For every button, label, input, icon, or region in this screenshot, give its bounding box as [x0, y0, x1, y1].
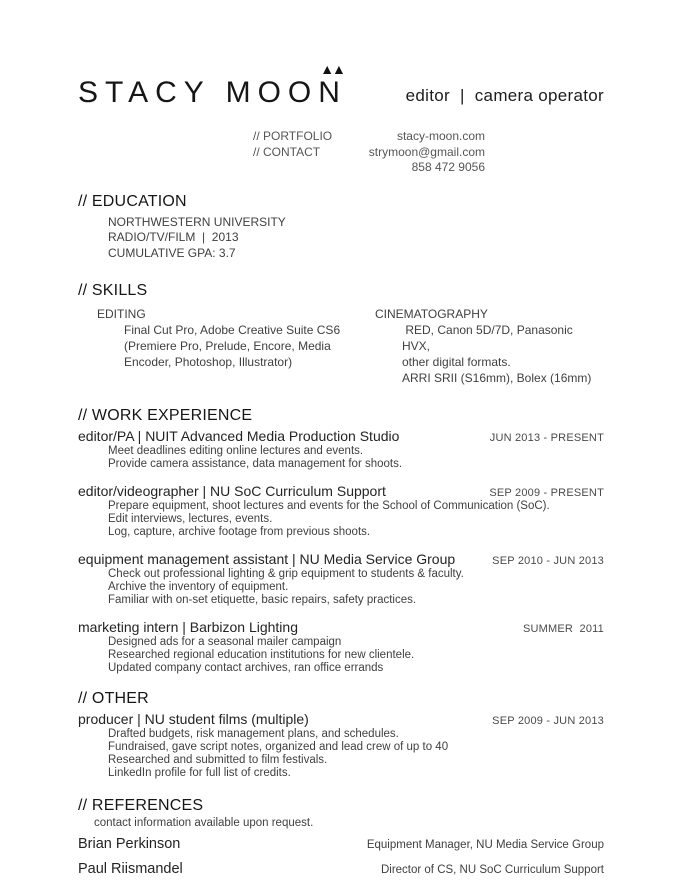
- skill-category-title: EDITING: [97, 307, 146, 321]
- skill-lines: [402, 322, 604, 386]
- portfolio-label: // PORTFOLIO: [253, 129, 333, 143]
- job-bullet: Log, capture, archive footage from previous shoots.: [108, 526, 371, 538]
- job-tagline: editor | camera operator: [405, 86, 604, 105]
- job-bullet: LinkedIn profile for full list of credits.: [108, 767, 291, 779]
- job-header: [78, 483, 604, 500]
- job-entry: [78, 711, 604, 780]
- job-bullets: [108, 728, 604, 780]
- section-work-experience: [78, 406, 604, 675]
- school-name: NORTHWESTERN UNIVERSITY: [108, 214, 286, 229]
- portfolio-row: [253, 129, 485, 145]
- references-note: contact information available upon request.: [94, 817, 314, 829]
- skills-column-cinematography: [375, 306, 604, 386]
- skill-category-title: CINEMATOGRAPHY: [375, 307, 488, 321]
- section-references: [78, 796, 604, 878]
- contact-block: [253, 129, 485, 176]
- reference-title: Director of CS, NU SoC Curriculum Support: [380, 864, 604, 876]
- job-bullets: [108, 500, 604, 539]
- skills-columns: [78, 306, 604, 386]
- phone-number: 858 472 9056: [411, 160, 485, 174]
- reference-title: Equipment Manager, NU Media Service Group: [366, 839, 604, 851]
- section-other: [78, 689, 604, 780]
- other-heading: // OTHER: [78, 690, 149, 707]
- header: [78, 61, 604, 109]
- job-bullets: [108, 636, 604, 675]
- skills-column-editing: [97, 306, 375, 386]
- education-details: [108, 215, 604, 262]
- skill-line: other digital formats.: [402, 355, 511, 369]
- job-title: equipment management assistant | NU Media Service Group: [78, 551, 456, 567]
- job-bullet: Check out professional lighting & grip equipment to students & faculty.: [108, 568, 464, 580]
- person-name: STACY MOON: [78, 76, 347, 109]
- job-bullet: Familiar with on-set etiquette, basic repairs, safety practices.: [108, 594, 417, 606]
- logo: [78, 61, 347, 109]
- job-bullet: Designed ads for a seasonal mailer campaign: [108, 636, 342, 648]
- job-bullet: Fundraised, gave script notes, organized and lead crew of up to 40: [108, 741, 449, 753]
- section-education: [78, 192, 604, 262]
- job-header: [78, 711, 604, 728]
- contact-row: [253, 145, 485, 161]
- website-link: stacy-moon.com: [396, 129, 485, 143]
- reference-entry: [78, 861, 604, 878]
- job-dates: SEP 2009 - JUN 2013: [492, 715, 604, 727]
- degree-line: RADIO/TV/FILM | 2013: [108, 230, 239, 244]
- job-bullets: [108, 445, 604, 471]
- job-dates: SUMMER 2011: [522, 623, 604, 635]
- skill-line: (Premiere Pro, Prelude, Encore, Media: [124, 339, 331, 353]
- work-experience-heading: // WORK EXPERIENCE: [78, 407, 253, 424]
- skill-lines: [124, 322, 375, 370]
- job-header: [78, 428, 604, 445]
- job-title: editor/videographer | NU SoC Curriculum Support: [78, 483, 386, 499]
- job-bullet: Meet deadlines editing online lectures and events.: [108, 445, 364, 457]
- gpa-line: CUMULATIVE GPA: 3.7: [108, 245, 236, 260]
- job-title: editor/PA | NUIT Advanced Media Production Studio: [78, 428, 400, 444]
- skill-line: RED, Canon 5D/7D, Panasonic HVX,: [402, 323, 577, 353]
- job-entry: [78, 619, 604, 675]
- job-bullet: Researched and submitted to film festivals.: [108, 754, 328, 766]
- job-entry: [78, 483, 604, 539]
- section-skills: [78, 281, 604, 386]
- reference-name: Paul Riismandel: [78, 861, 183, 877]
- phone-row: [253, 160, 485, 176]
- double-triangle-icon: ▲▲: [320, 61, 344, 77]
- job-header: [78, 551, 604, 568]
- job-header: [78, 619, 604, 636]
- job-bullet: Researched regional education institutions for new clientele.: [108, 649, 415, 661]
- job-title: marketing intern | Barbizon Lighting: [78, 619, 298, 635]
- job-bullet: Prepare equipment, shoot lectures and events for the School of Communication (SoC).: [108, 500, 550, 512]
- job-dates: SEP 2010 - JUN 2013: [492, 555, 604, 567]
- skill-line: Final Cut Pro, Adobe Creative Suite CS6: [124, 323, 341, 337]
- email-address: strymoon@gmail.com: [368, 144, 485, 159]
- reference-name: Brian Perkinson: [78, 836, 181, 852]
- job-bullet: Archive the inventory of equipment.: [108, 581, 289, 593]
- job-dates: SEP 2009 - PRESENT: [489, 487, 604, 499]
- reference-entry: [78, 836, 604, 853]
- job-bullets: [108, 568, 604, 607]
- job-bullet: Drafted budgets, risk management plans, and schedules.: [108, 728, 399, 740]
- job-bullet: Edit interviews, lectures, events.: [108, 513, 273, 525]
- references-heading: // REFERENCES: [78, 797, 204, 814]
- job-entry: [78, 428, 604, 471]
- job-dates: JUN 2013 - PRESENT: [489, 432, 604, 444]
- education-heading: // EDUCATION: [78, 192, 187, 210]
- job-title: producer | NU student films (multiple): [78, 711, 309, 727]
- skill-line: Encoder, Photoshop, Illustrator): [124, 355, 293, 369]
- contact-label: // CONTACT: [253, 144, 321, 159]
- skills-heading: // SKILLS: [78, 282, 148, 299]
- job-bullet: Updated company contact archives, ran office errands: [108, 662, 384, 674]
- job-entry: [78, 551, 604, 607]
- job-bullet: Provide camera assistance, data management for shoots.: [108, 458, 403, 470]
- skill-line: ARRI SRII (S16mm), Bolex (16mm): [402, 371, 592, 385]
